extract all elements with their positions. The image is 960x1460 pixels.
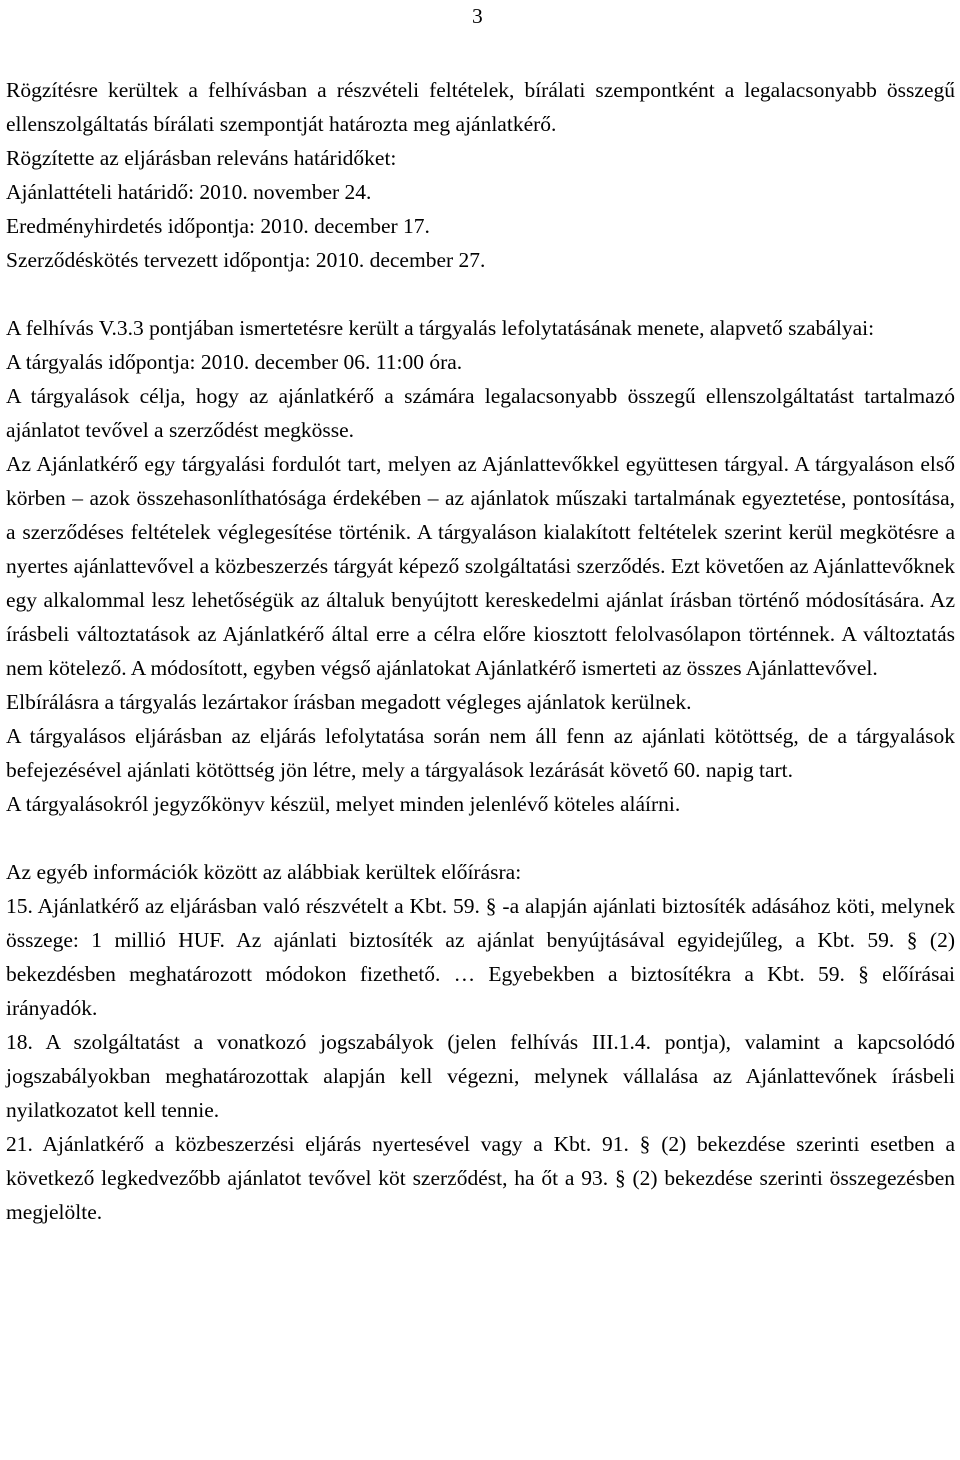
paragraph-negotiation-goal: A tárgyalások célja, hogy az ajánlatkérő a számára legalacsonyabb összegű ellenszolgáltatást tartalmazó ajánlatot tevővel a szerződést megkösse. bbox=[6, 384, 955, 442]
paragraph-item-15: 15. Ajánlatkérő az eljárásban való részvételt a Kbt. 59. § -a alapján ajánlati biztosíték adásához köti, melynek összege: 1 millió HUF. Az ajánlati biztosíték az ajánlat benyújtásával egyidejűleg, a Kbt. 59. § (2) bekezdésben meghatározott módokon fizethető. … Egyebekben a biztosítékra a Kbt. 59. § előírásai irányadók. bbox=[6, 894, 955, 1020]
paragraph-negotiation-round: Az Ajánlatkérő egy tárgyalási fordulót tart, melyen az Ajánlattevőkkel együttesen tárgyal. A tárgyaláson első körben – azok összehasonlíthatósága érdekében – az ajánlatok műszaki tartalmának egyeztetése, pontosítása, a szerződéses feltételek véglegesítése történik. A tárgyaláson kialakított feltételek szerint kerül megkötésre a nyertes ajánlattevővel a közbeszerzés tárgyát képező szolgáltatási szerződés. Ezt követően az Ajánlattevőknek egy alkalommal lesz lehetőségük az általuk benyújtott kereskedelmi ajánlat írásban történő módosítására. Az írásbeli változtatások az Ajánlatkérő által erre a célra előre kiosztott felolvasólapon történnek. A változtatás nem kötelező. A módosított, egyben végső ajánlatokat Ajánlatkérő ismerteti az összes Ajánlattevővel. bbox=[6, 452, 955, 680]
deadlines-intro: Rögzítette az eljárásban releváns határidőket: bbox=[6, 146, 397, 170]
deadline-tender: Ajánlattételi határidő: 2010. november 24. bbox=[6, 180, 372, 204]
deadline-contract: Szerződéskötés tervezett időpontja: 2010. december 27. bbox=[6, 248, 486, 272]
paragraph-negotiation-rules: A felhívás V.3.3 pontjában ismertetésre került a tárgyalás lefolytatásának menete, alapvető szabályai: bbox=[6, 316, 875, 340]
final-offers-line: Elbírálásra a tárgyalás lezártakor írásban megadott végleges ajánlatok kerülnek. bbox=[6, 690, 692, 714]
paragraph-item-18: 18. A szolgáltatást a vonatkozó jogszabályok (jelen felhívás III.1.4. pontja), valamint a kapcsolódó jogszabályokban meghatározottak alapján kell végezni, melynek vállalása az Ajánlattevőnek írásbeli nyilatkozatot kell tennie. bbox=[6, 1030, 955, 1122]
document-body bbox=[6, 73, 955, 1229]
other-info-intro: Az egyéb információk között az alábbiak kerültek előírásra: bbox=[6, 860, 522, 884]
paragraph-offer-binding: A tárgyalásos eljárásban az eljárás lefolytatása során nem áll fenn az ajánlati kötöttség, de a tárgyalások befejezésével ajánlati kötöttség jön létre, mely a tárgyalások lezárását követő 60. napig tart. bbox=[6, 724, 955, 782]
paragraph-item-21: 21. Ajánlatkérő a közbeszerzési eljárás nyertesével vagy a Kbt. 91. § (2) bekezdése szerinti esetben a következő legkedvezőbb ajánlatot tevővel köt szerződést, ha őt a 93. § (2) bekezdése szerinti összegezésben megjelölte. bbox=[6, 1132, 955, 1224]
minutes-line: A tárgyalásokról jegyzőkönyv készül, melyet minden jelenlévő köteles aláírni. bbox=[6, 792, 681, 816]
paragraph-spacer bbox=[6, 821, 955, 855]
paragraph-spacer bbox=[6, 277, 955, 311]
page-number: 3 bbox=[472, 4, 483, 28]
deadline-result: Eredményhirdetés időpontja: 2010. december 17. bbox=[6, 214, 430, 238]
paragraph-evaluation-criteria: Rögzítésre kerültek a felhívásban a részvételi feltételek, bírálati szempontként a legalacsonyabb összegű ellenszolgáltatás bírálati szempontját határozta meg ajánlatkérő. bbox=[6, 78, 955, 136]
negotiation-date: A tárgyalás időpontja: 2010. december 06. 11:00 óra. bbox=[6, 350, 463, 374]
